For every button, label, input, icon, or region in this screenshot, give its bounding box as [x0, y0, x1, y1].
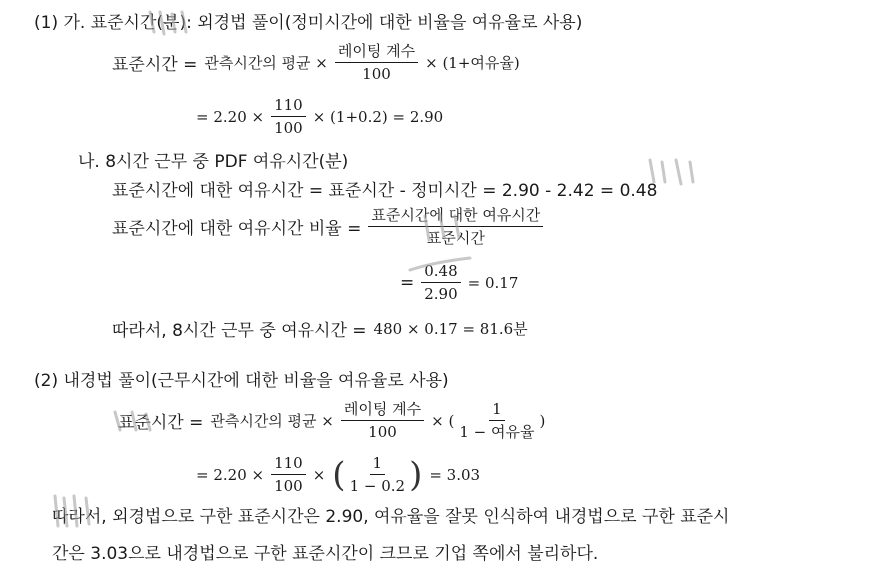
eq1-fraction — [335, 42, 418, 83]
eq1-term: 관측시간의 평균 × — [204, 54, 328, 72]
part1-line1: 표준시간에 대한 여유시간 = 표준시간 - 정미시간 = 2.90 - 2.42 = 0.48 — [112, 181, 658, 201]
p2eq2-open-paren: ( — [332, 454, 346, 495]
p2eq1-inner-fraction — [456, 400, 537, 441]
p2eq1-lhs: 표준시간 = — [118, 413, 204, 433]
eq2-lead: = 2.20 × — [196, 107, 265, 126]
ratio2-frac-den: 2.90 — [424, 285, 458, 303]
p2eq1-inner-den: 1 − 여유율 — [459, 423, 535, 441]
eq2-frac-num: 110 — [271, 96, 306, 117]
p2eq1-close: ) — [539, 411, 546, 430]
part1-ratio2 — [400, 262, 525, 303]
eq2-fraction — [271, 96, 306, 137]
final-line1: 따라서, 외경법으로 구한 표준시간은 2.90, 여유율을 잘못 인식하여 내경법으로 구한 표준시 — [52, 507, 730, 527]
ratio-fraction — [368, 206, 543, 247]
p2eq2-inner-den: 1 − 0.2 — [349, 477, 406, 495]
ratio2-fraction — [421, 262, 460, 303]
ratio-lhs: 표준시간에 대한 여유시간 비율 = — [112, 219, 362, 239]
p2eq2-tail: = 3.03 — [429, 465, 481, 484]
final-line2: 간은 3.03으로 내경법으로 구한 표준시간이 크므로 기업 쪽에서 불리하다. — [52, 544, 599, 564]
eq1-lhs: 표준시간 = — [112, 55, 198, 75]
ratio2-frac-num: 0.48 — [421, 262, 460, 283]
eq1-frac-den: 100 — [362, 65, 391, 83]
p2eq1-inner-num: 1 — [489, 400, 505, 421]
part1-ratio — [112, 206, 550, 247]
conclusion-calc: 480 × 0.17 = 81.6분 — [373, 320, 528, 338]
part1-heading: (1) 가. 표준시간(분): 외경법 풀이(정미시간에 대한 비율을 여유율로 사용) — [34, 13, 583, 33]
p2eq1-fraction — [341, 400, 424, 441]
ratio2-tail: = 0.17 — [467, 273, 519, 292]
part1-eq2 — [196, 96, 450, 137]
p2eq1-term: 관측시간의 평균 × — [210, 412, 334, 430]
eq2-tail: × (1+0.2) = 2.90 — [312, 107, 444, 126]
part2-eq1 — [118, 400, 552, 441]
p2eq2-lead: = 2.20 × — [196, 465, 265, 484]
p2eq2-times: × — [312, 465, 326, 484]
conclusion-text: 따라서, 8시간 근무 중 여유시간 = — [112, 321, 367, 341]
eq1-tail: × (1+여유율) — [425, 54, 520, 72]
part1-sub-heading: 나. 8시간 근무 중 PDF 여유시간(분) — [78, 152, 349, 172]
part2-eq2 — [196, 454, 487, 495]
p2eq2-frac-num: 110 — [271, 454, 306, 475]
ratio-frac-den: 표준시간 — [426, 229, 485, 247]
ratio-frac-num: 표준시간에 대한 여유시간 — [368, 206, 543, 227]
p2eq1-frac-den: 100 — [368, 423, 397, 441]
p2eq2-inner-fraction — [347, 454, 409, 495]
eq1-frac-num: 레이팅 계수 — [335, 42, 418, 63]
ratio2-lead: = — [400, 272, 415, 293]
part1-conclusion — [112, 316, 535, 341]
eq2-frac-den: 100 — [274, 119, 303, 137]
part2-heading: (2) 내경법 풀이(근무시간에 대한 비율을 여유율로 사용) — [34, 371, 449, 391]
p2eq2-fraction — [271, 454, 306, 495]
p2eq2-inner-num: 1 — [370, 454, 386, 475]
p2eq2-frac-den: 100 — [274, 477, 303, 495]
p2eq1-times: × ( — [431, 411, 455, 430]
p2eq1-frac-num: 레이팅 계수 — [341, 400, 424, 421]
p2eq2-close-paren: ) — [409, 454, 423, 495]
part1-eq1 — [112, 42, 527, 83]
